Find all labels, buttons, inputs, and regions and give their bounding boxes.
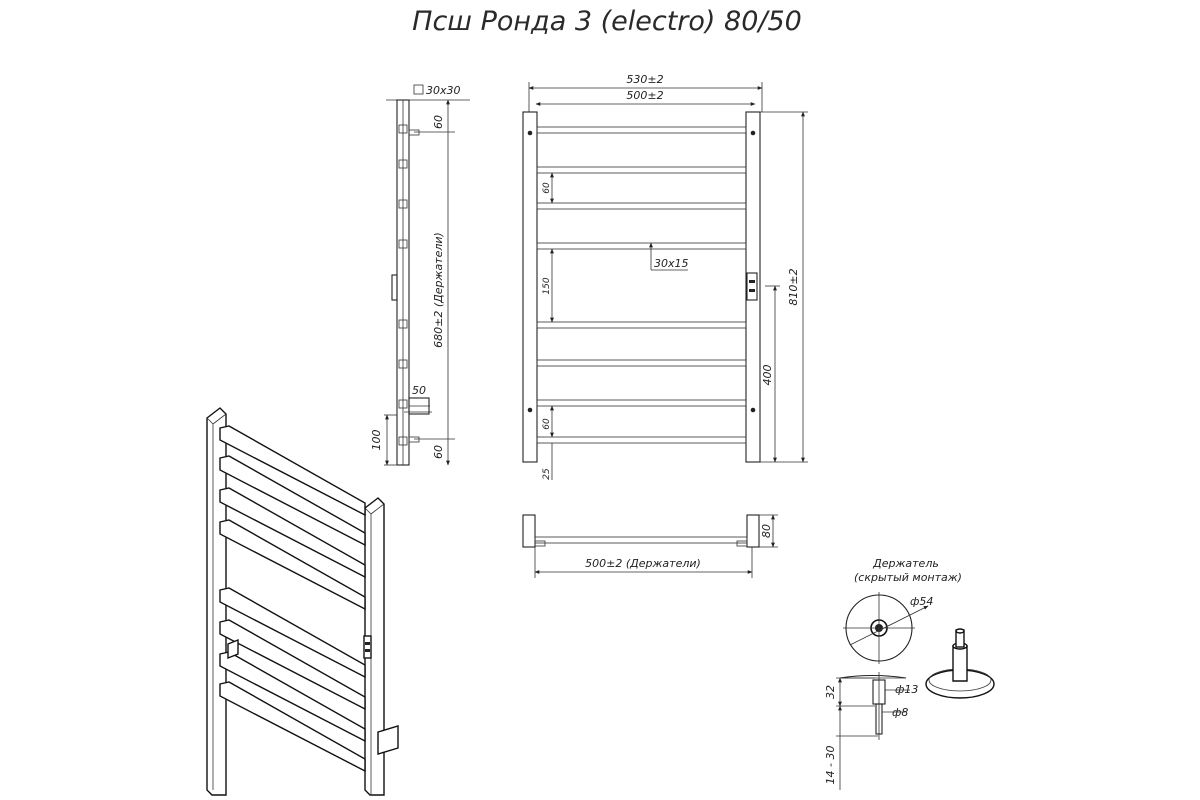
holder-d54: ф54 bbox=[910, 595, 934, 608]
holder-d8: ф8 bbox=[892, 706, 909, 719]
side-view bbox=[370, 84, 470, 465]
holder-d13: ф13 bbox=[895, 683, 919, 696]
square-profile-icon bbox=[414, 85, 423, 94]
holder-title: Держатель bbox=[873, 557, 939, 570]
front-width-inner: 500±2 bbox=[626, 89, 664, 102]
side-profile-label: 30x30 bbox=[426, 84, 461, 97]
front-dim-60-top: 60 bbox=[542, 182, 552, 194]
front-dim-25: 25 bbox=[542, 468, 552, 480]
front-dim-60-bottom: 60 bbox=[542, 418, 552, 430]
front-view bbox=[523, 73, 808, 480]
side-dim-holders: 680±2 (Держатели) bbox=[432, 232, 445, 348]
drawing-title: Псш Ронда 3 (electro) 80/50 bbox=[412, 6, 802, 37]
holder-detail bbox=[824, 557, 994, 790]
front-bar-profile: 30x15 bbox=[654, 257, 689, 270]
holder-dim-14-30: 14 - 30 bbox=[824, 745, 837, 785]
holder-dim-32: 32 bbox=[824, 685, 837, 699]
holder-subtitle: (скрытый монтаж) bbox=[854, 571, 962, 584]
isometric-view bbox=[207, 408, 398, 795]
front-dim-height: 810±2 bbox=[787, 268, 800, 306]
side-dim-100: 100 bbox=[370, 429, 383, 451]
front-width-outer: 530±2 bbox=[626, 73, 664, 86]
front-dim-400: 400 bbox=[761, 364, 774, 386]
front-crossbars bbox=[537, 127, 746, 443]
iso-crossbars bbox=[220, 426, 365, 771]
side-dim-top: 60 bbox=[432, 115, 445, 129]
top-view bbox=[523, 515, 778, 578]
top-dim-holders: 500±2 (Держатели) bbox=[585, 557, 701, 570]
front-dim-150: 150 bbox=[542, 277, 552, 295]
side-dim-offset: 50 bbox=[412, 384, 426, 397]
top-dim-depth: 80 bbox=[760, 524, 773, 538]
side-dim-bottom: 60 bbox=[432, 445, 445, 459]
